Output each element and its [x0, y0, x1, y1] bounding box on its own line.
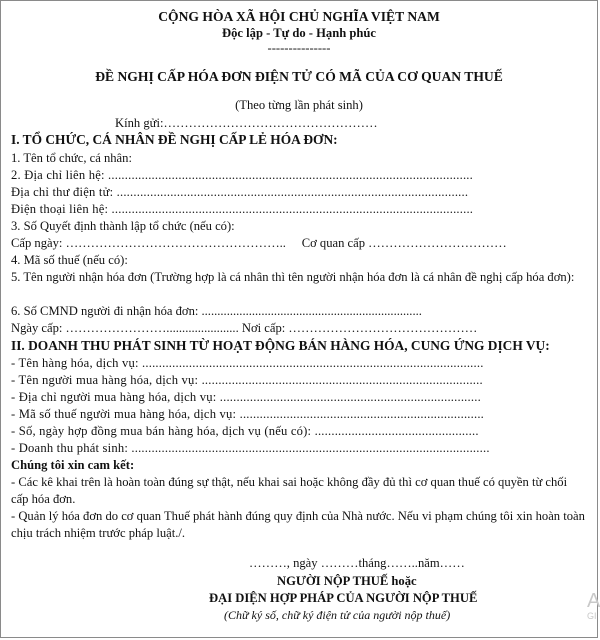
field-decision-number: 3. Số Quyết định thành lập tổ chức (nếu có):: [11, 219, 235, 233]
field-id-issue-date-place: Ngày cấp: ……………………....................... Nơi cấp: ………………………………………: [11, 321, 478, 335]
field-buyer-name: - Tên người mua hàng hóa, dịch vụ: ....................................................................................: [11, 373, 483, 387]
field-id-card: 6. Số CMND người đi nhận hóa đơn: ......................................................................: [11, 304, 422, 318]
field-buyer-address: - Địa chỉ người mua hàng hóa, dịch vụ: ..............................................................................: [11, 390, 481, 404]
field-revenue: - Doanh thu phát sinh: ...........................................................................................................: [11, 441, 490, 455]
field-tax-code: 4. Mã số thuế (nếu có):: [11, 253, 128, 267]
commitment-heading: Chúng tôi xin cam kết:: [11, 458, 135, 472]
commitment-item-2: - Quản lý hóa đơn do cơ quan Thuế phát hành đúng quy định của Nhà nước. Nếu vi phạm chúng tôi xin hoàn toàn chịu trách nhiệm trước pháp luật./.: [11, 509, 585, 540]
addressee-line: Kính gửi:……………………………………………: [115, 116, 378, 130]
field-issue-date-authority: Cấp ngày: …………………………………………….. Cơ quan cấp ……………………………: [11, 236, 507, 250]
country-heading: CỘNG HÒA XÃ HỘI CHỦ NGHĨA VIỆT NAM: [158, 9, 440, 24]
section-2-heading: II. DOANH THU PHÁT SINH TỪ HOẠT ĐỘNG BÁN HÀNG HÓA, CUNG ỨNG DỊCH VỤ:: [11, 338, 550, 353]
field-org-name: 1. Tên tổ chức, cá nhân:: [11, 151, 132, 165]
separator: ---------------: [267, 41, 331, 55]
motto: Độc lập - Tự do - Hạnh phúc: [222, 26, 376, 40]
watermark-small: GI: [587, 611, 597, 621]
field-contract: - Số, ngày hợp đồng mua bán hàng hóa, dịch vụ (nếu có): .................................................: [11, 424, 479, 438]
field-buyer-tax-code: - Mã số thuế người mua hàng hóa, dịch vụ: .........................................................................: [11, 407, 485, 421]
field-email: Địa chỉ thư điện tử: .........................................................................................................: [11, 185, 469, 199]
watermark-letter: A: [587, 590, 600, 612]
signature-note: (Chữ ký số, chữ ký điện tử của người nộp thuế): [224, 608, 451, 622]
signature-taxpayer: NGƯỜI NỘP THUẾ hoặc: [277, 574, 417, 588]
field-invoice-recipient: 5. Tên người nhận hóa đơn (Trường hợp là cá nhân thì tên người nhận hóa đơn là cá nhân đề nghị cấp hóa đơn):: [11, 270, 575, 284]
field-address: 2. Địa chỉ liên hệ: .............................................................................................................: [11, 168, 474, 182]
document-subtitle: (Theo từng lần phát sinh): [235, 98, 363, 112]
section-1-heading: I. TỔ CHỨC, CÁ NHÂN ĐỀ NGHỊ CẤP LẺ HÓA ĐƠN:: [11, 132, 338, 147]
signature-representative: ĐẠI DIỆN HỢP PHÁP CỦA NGƯỜI NỘP THUẾ: [209, 591, 478, 605]
field-goods-name: - Tên hàng hóa, dịch vụ: ......................................................................................................: [11, 356, 484, 370]
document-title: ĐỀ NGHỊ CẤP HÓA ĐƠN ĐIỆN TỬ CÓ MÃ CỦA CƠ QUAN THUẾ: [95, 69, 503, 84]
watermark: [587, 591, 600, 631]
field-phone: Điện thoại liên hệ: ............................................................................................................: [11, 202, 474, 216]
signature-date: ………, ngày ………tháng……..năm……: [249, 556, 465, 570]
commitment-item-1: - Các kê khai trên là hoàn toàn đúng sự thật, nếu khai sai hoặc không đầy đủ thì cơ quan thuế có quyền từ chối cấp hóa đơn.: [11, 475, 568, 506]
